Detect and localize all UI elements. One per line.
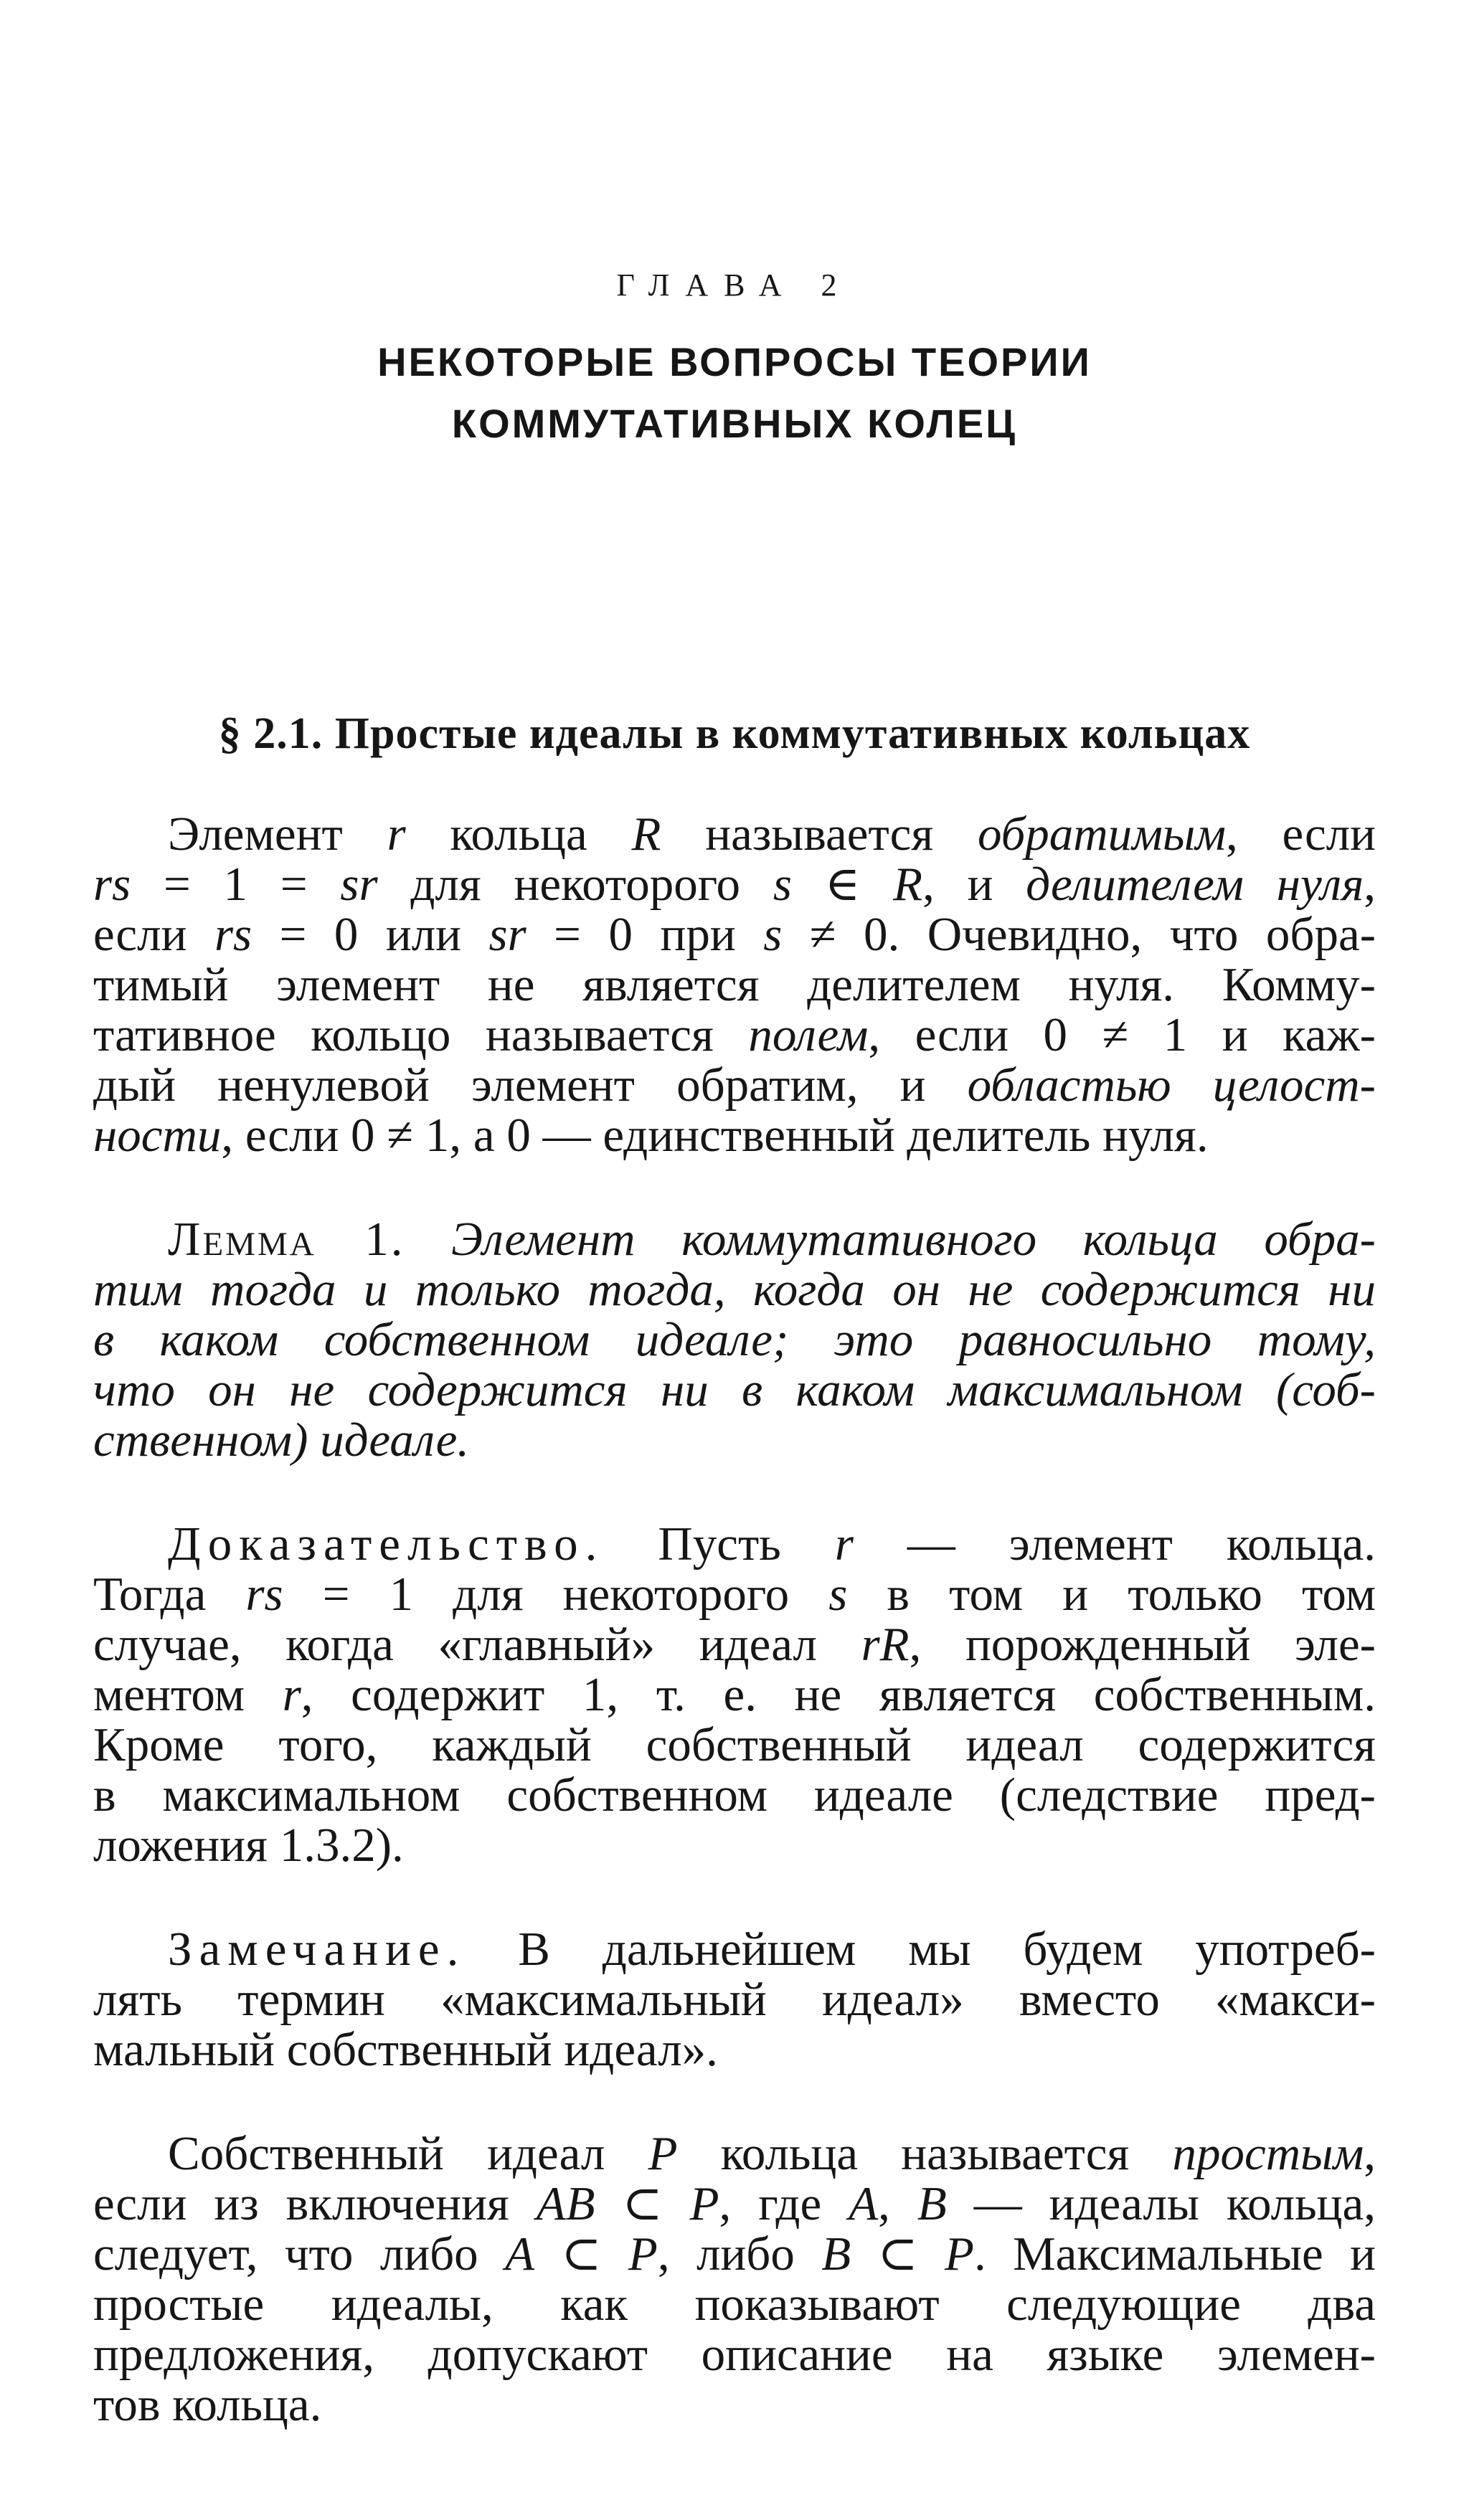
math-var: A bbox=[505, 2227, 534, 2280]
text: Собственный идеал bbox=[168, 2127, 648, 2180]
lemma-label: Лемма 1. bbox=[168, 1213, 405, 1266]
text-line: тимый элемент не является делителем нуля. Комму- bbox=[93, 958, 1376, 1011]
text: кольца называется bbox=[677, 2127, 1173, 2180]
text-line bbox=[93, 1415, 1376, 1465]
text-line: тов кольца. bbox=[93, 2378, 322, 2431]
math-var: rs bbox=[214, 908, 252, 961]
text-line bbox=[93, 1669, 1376, 1720]
term-prime: простым bbox=[1172, 2127, 1364, 2180]
proof bbox=[93, 1519, 1376, 1870]
section-title: § 2.1. Простые идеалы в коммутативных кольцах bbox=[218, 709, 1251, 758]
term-zero-divisor: делителем нуля bbox=[1026, 858, 1364, 911]
math-var: rs bbox=[93, 858, 131, 911]
text: ≠ 0. Очевидно, что обра- bbox=[782, 908, 1376, 961]
term-integral-domain-end: ности bbox=[93, 1109, 222, 1162]
math-var: R bbox=[893, 858, 923, 911]
prime-ideal-paragraph bbox=[93, 2128, 1376, 2430]
remark-label: Замечание. bbox=[168, 1923, 466, 1976]
text: = 1 для некоторого bbox=[283, 1568, 829, 1621]
text: = 0 при bbox=[526, 908, 764, 961]
lemma-text: что он не содержится ни в каком максимальном (соб- bbox=[93, 1363, 1376, 1416]
math-var: P bbox=[689, 2177, 719, 2230]
remark bbox=[93, 1924, 1376, 2075]
text-line: мальный собственный идеал». bbox=[93, 2023, 718, 2076]
definitions-paragraph bbox=[93, 809, 1376, 1160]
proof-label: Доказательство. bbox=[168, 1517, 605, 1571]
term-invertible: обратимым bbox=[977, 807, 1227, 861]
text: — идеалы кольца, bbox=[946, 2177, 1376, 2230]
text: , если 0 ≠ 1, а 0 — единственный делитель нуля. bbox=[221, 1109, 1209, 1162]
chapter-title-line-2: КОММУТАТИВНЫХ КОЛЕЦ bbox=[451, 401, 1018, 446]
text: , содержит 1, т. е. не является собственным. bbox=[301, 1668, 1376, 1721]
text: В дальнейшем мы будем употреб- bbox=[466, 1923, 1376, 1976]
math-var: sr bbox=[340, 858, 378, 911]
text-line: простые идеалы, как показывают следующие два bbox=[93, 2278, 1376, 2331]
text-line bbox=[93, 2128, 1376, 2179]
text-line bbox=[93, 1214, 1376, 1264]
text: ⊂ bbox=[534, 2227, 628, 2280]
lemma-text: ственном) идеале. bbox=[93, 1413, 470, 1467]
text-line: ложения 1.3.2). bbox=[93, 1819, 404, 1872]
text: , bbox=[878, 2177, 917, 2230]
text: ментом bbox=[93, 1668, 283, 1721]
text: = 0 или bbox=[252, 908, 489, 961]
text-line bbox=[93, 1060, 1376, 1110]
text: Элемент bbox=[168, 807, 387, 861]
text: Пусть bbox=[604, 1517, 835, 1571]
text: , где bbox=[719, 2177, 849, 2230]
math-var: P bbox=[648, 2127, 678, 2180]
math-var: r bbox=[387, 807, 406, 861]
text: , и bbox=[922, 858, 1026, 911]
text-line bbox=[93, 859, 1376, 909]
text-line bbox=[93, 1924, 1376, 1974]
text: тативное кольцо называется bbox=[93, 1008, 749, 1061]
text: . Максимальные и bbox=[973, 2227, 1376, 2280]
text: ⊂ bbox=[851, 2227, 945, 2280]
text-line bbox=[93, 1010, 1376, 1060]
text: случае, когда «главный» идеал bbox=[93, 1618, 861, 1671]
book-page bbox=[93, 0, 1376, 2520]
text: , если bbox=[1226, 807, 1376, 861]
lemma-text: в каком собственном идеале; это равносильно тому, bbox=[93, 1313, 1376, 1366]
lemma-text: Элемент коммутативного кольца обра- bbox=[405, 1213, 1376, 1266]
text-line bbox=[93, 909, 1376, 960]
text: кольца bbox=[405, 807, 632, 861]
text-line bbox=[93, 1110, 1376, 1160]
text: , bbox=[1364, 2127, 1376, 2180]
lemma-1 bbox=[93, 1214, 1376, 1465]
math-var: r bbox=[282, 1668, 301, 1721]
text-line: предложения, допускают описание на языке элемен- bbox=[93, 2328, 1376, 2381]
text-line bbox=[93, 1264, 1376, 1315]
math-var: s bbox=[763, 908, 783, 961]
text: ⊂ bbox=[595, 2177, 690, 2230]
text: = 1 = bbox=[131, 858, 341, 911]
math-var: A bbox=[849, 2177, 879, 2230]
text: для некоторого bbox=[377, 858, 773, 911]
text: , если 0 ≠ 1 и каж- bbox=[868, 1008, 1376, 1061]
chapter-title bbox=[93, 331, 1376, 455]
text-line bbox=[93, 1569, 1376, 1619]
text-line bbox=[93, 2179, 1376, 2229]
text: — элемент кольца. bbox=[853, 1517, 1376, 1571]
text: в том и только том bbox=[847, 1568, 1376, 1621]
term-field: полем bbox=[748, 1008, 869, 1061]
math-var: P bbox=[628, 2227, 658, 2280]
math-var: B bbox=[821, 2227, 851, 2280]
text: , либо bbox=[657, 2227, 822, 2280]
text: дый ненулевой элемент обратим, и bbox=[93, 1058, 968, 1112]
text: если bbox=[93, 908, 214, 961]
text-line bbox=[93, 1519, 1376, 1569]
text-line bbox=[93, 809, 1376, 859]
math-var: AB bbox=[536, 2177, 595, 2230]
text-line: Кроме того, каждый собственный идеал содержится bbox=[93, 1718, 1376, 1771]
lemma-text: тим тогда и только тогда, когда он не содержится ни bbox=[93, 1263, 1376, 1316]
text: если из включения bbox=[93, 2177, 537, 2230]
text: следует, что либо bbox=[93, 2227, 506, 2280]
math-var: B bbox=[917, 2177, 947, 2230]
text-line: в максимальном собственном идеале (следствие пред- bbox=[93, 1768, 1376, 1822]
text: , bbox=[1364, 858, 1376, 911]
math-var: sr bbox=[488, 908, 526, 961]
math-var: R bbox=[631, 807, 661, 861]
text-line bbox=[93, 1619, 1376, 1669]
math-var: s bbox=[828, 1568, 848, 1621]
math-var: r bbox=[834, 1517, 854, 1571]
math-var: rR bbox=[861, 1618, 910, 1671]
text-line bbox=[93, 2229, 1376, 2279]
chapter-label: ГЛАВА 2 bbox=[616, 267, 853, 303]
term-integral-domain: областью целост- bbox=[967, 1058, 1376, 1112]
text-line bbox=[93, 1365, 1376, 1415]
text: Тогда bbox=[93, 1568, 246, 1621]
text: ∈ bbox=[791, 858, 894, 911]
text-line: лять термин «максимальный идеал» вместо «макси- bbox=[93, 1973, 1376, 2026]
chapter-title-line-1: НЕКОТОРЫЕ ВОПРОСЫ ТЕОРИИ bbox=[377, 339, 1092, 384]
text: , порожденный эле- bbox=[909, 1618, 1376, 1671]
text: называется bbox=[661, 807, 978, 861]
math-var: s bbox=[773, 858, 792, 911]
text-line bbox=[93, 1315, 1376, 1365]
math-var: rs bbox=[245, 1568, 283, 1621]
math-var: P bbox=[945, 2227, 974, 2280]
